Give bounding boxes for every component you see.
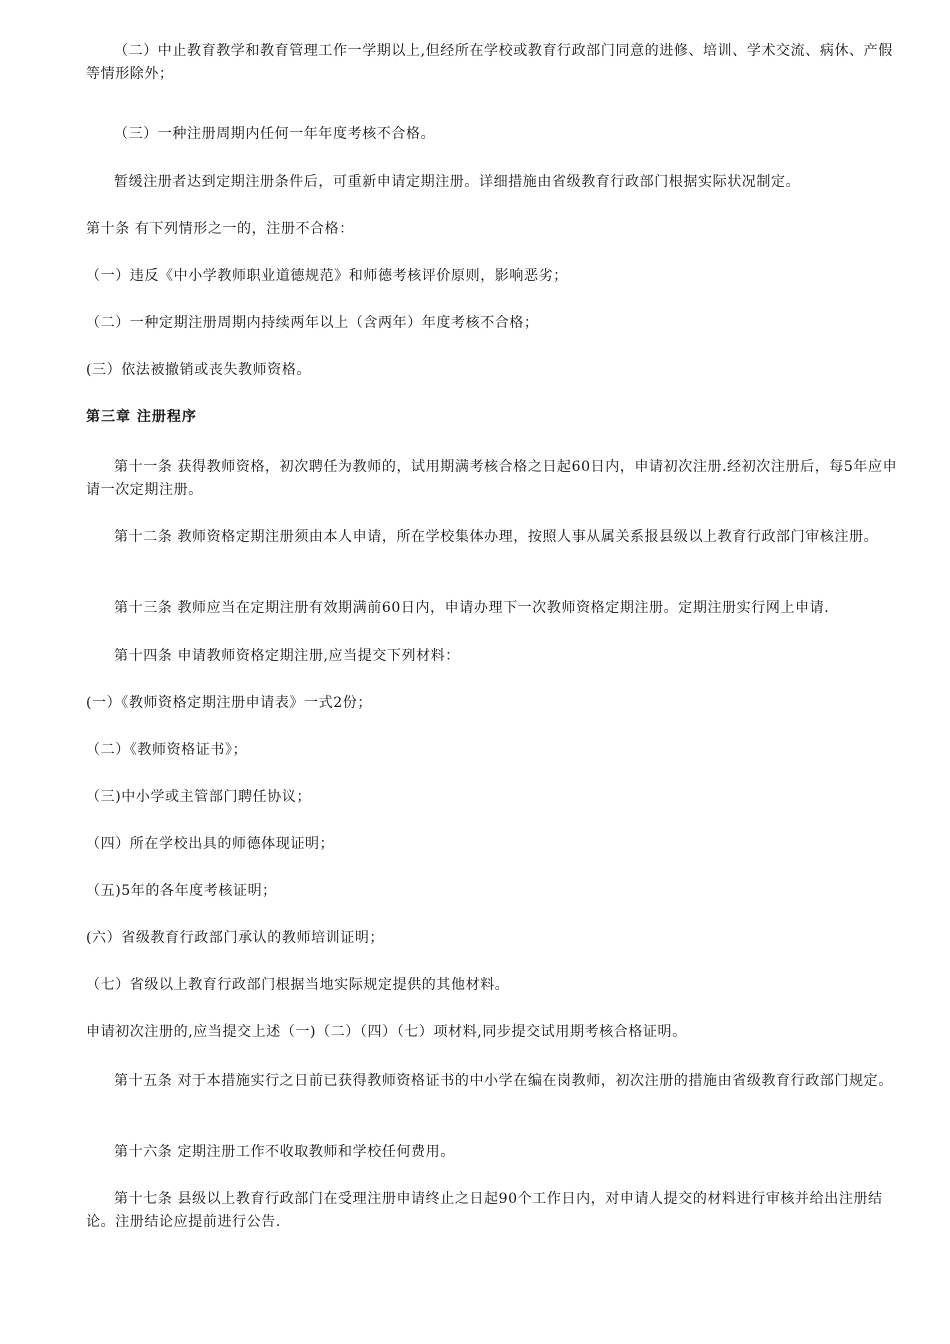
material-item-1: (一）《教师资格定期注册申请表》一式2份； xyxy=(86,695,372,711)
paragraph-article-10-item-3: (三）依法被撤销或丧失教师资格。 xyxy=(86,362,312,378)
material-item-3: （三)中小学或主管部门聘任协议； xyxy=(86,789,312,805)
paragraph-suspension-study: （二）中止教育教学和教育管理工作一学期以上,但经所在学校或教育行政部门同意的进修、培训、学术交流、病休、产假等情形除外； xyxy=(86,43,893,82)
paragraph-article-12: 第十二条 教师资格定期注册须由本人申请，所在学校集体办理，按照人事从属关系报县级以上教育行政部门审核注册。 xyxy=(114,529,879,545)
paragraph-article-16: 第十六条 定期注册工作不收取教师和学校任何费用。 xyxy=(114,1144,455,1160)
paragraph-article-11: 第十一条 获得教师资格，初次聘任为教师的，试用期满考核合格之日起60日内，申请初次注册.经初次注册后，每5年应申请一次定期注册。 xyxy=(86,459,898,498)
paragraph-article-15: 第十五条 对于本措施实行之日前已获得教师资格证书的中小学在编在岗教师，初次注册的措施由省级教育行政部门规定。 xyxy=(114,1073,893,1089)
material-item-5: （五)5年的各年度考核证明； xyxy=(86,883,277,899)
material-item-4: （四）所在学校出具的师德体现证明； xyxy=(86,836,335,852)
paragraph-article-10: 第十条 有下列情形之一的，注册不合格： xyxy=(86,221,354,237)
paragraph-annual-fail: （三）一种注册周期内任何一年年度考核不合格。 xyxy=(114,126,436,142)
paragraph-article-10-item-1: （一）违反《中小学教师职业道德规范》和师德考核评价原则，影响恶劣； xyxy=(86,268,568,284)
chapter-heading: 第三章 注册程序 xyxy=(86,409,197,425)
paragraph-article-14: 第十四条 申请教师资格定期注册,应当提交下列材料： xyxy=(114,648,460,664)
material-item-7: （七）省级以上教育行政部门根据当地实际规定提供的其他材料。 xyxy=(86,977,510,993)
paragraph-reapply: 暂缓注册者达到定期注册条件后，可重新申请定期注册。详细措施由省级教育行政部门根据实际状况制定。 xyxy=(114,174,801,190)
material-item-6: (六）省级教育行政部门承认的教师培训证明； xyxy=(86,930,385,946)
material-item-2: （二）《教师资格证书》； xyxy=(86,742,248,758)
paragraph-article-17: 第十七条 县级以上教育行政部门在受理注册申请终止之日起90个工作日内，对申请人提交的材料进行审核并给出注册结论。注册结论应提前进行公告. xyxy=(86,1191,883,1230)
paragraph-article-10-item-2: （二）一种定期注册周期内持续两年以上（含两年）年度考核不合格； xyxy=(86,315,539,331)
paragraph-article-13: 第十三条 教师应当在定期注册有效期满前60日内，申请办理下一次教师资格定期注册。定期注册实行网上申请. xyxy=(114,600,830,616)
paragraph-initial-registration: 申请初次注册的,应当提交上述（一)（二）（四）（七）项材料,同步提交试用期考核合格证明。 xyxy=(86,1024,687,1040)
